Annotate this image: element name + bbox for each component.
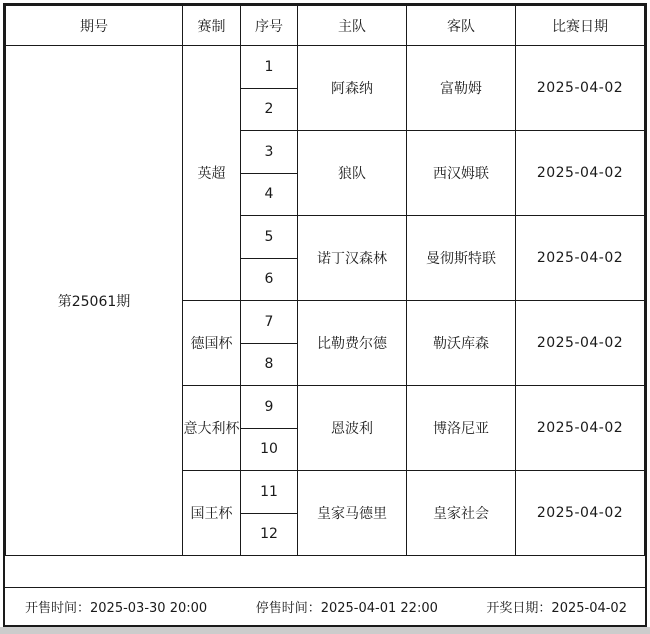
away-team-cell: 富勒姆 [407, 46, 516, 131]
footer [5, 587, 645, 625]
header-match-date: 比赛日期 [516, 6, 645, 46]
league-cell: 德国杯 [183, 301, 241, 386]
header-period: 期号 [6, 6, 183, 46]
match-date-cell: 2025-04-02 [516, 301, 645, 386]
home-team-cell: 皇家马德里 [298, 471, 407, 556]
header-away-team: 客队 [407, 6, 516, 46]
sale-end-time [256, 597, 438, 616]
away-team-cell: 西汉姆联 [407, 131, 516, 216]
header-seq: 序号 [241, 6, 298, 46]
seq-cell: 10 [241, 428, 298, 471]
seq-cell: 9 [241, 386, 298, 429]
seq-cell: 2 [241, 88, 298, 131]
seq-cell: 11 [241, 471, 298, 514]
match-date-cell: 2025-04-02 [516, 216, 645, 301]
match-date-cell: 2025-04-02 [516, 46, 645, 131]
table-row [6, 46, 645, 89]
match-date-cell: 2025-04-02 [516, 471, 645, 556]
schedule-panel [3, 3, 647, 627]
seq-cell: 7 [241, 301, 298, 344]
seq-cell: 6 [241, 258, 298, 301]
sale-start-label: 开售时间： [25, 601, 91, 616]
league-cell: 英超 [183, 46, 241, 301]
away-team-cell: 博洛尼亚 [407, 386, 516, 471]
home-team-cell: 比勒费尔德 [298, 301, 407, 386]
bottom-strip [0, 627, 650, 634]
seq-cell: 12 [241, 513, 298, 556]
period-cell: 第25061期 [6, 46, 183, 556]
sale-start-value: 2025-03-30 20:00 [90, 601, 208, 616]
league-cell: 意大利杯 [183, 386, 241, 471]
away-team-cell: 曼彻斯特联 [407, 216, 516, 301]
sale-start-time [25, 597, 207, 616]
table-footer-gap [5, 556, 645, 587]
seq-cell: 3 [241, 131, 298, 174]
draw-date-label: 开奖日期： [486, 601, 552, 616]
league-cell: 国王杯 [183, 471, 241, 556]
seq-cell: 4 [241, 173, 298, 216]
home-team-cell: 狼队 [298, 131, 407, 216]
seq-cell: 5 [241, 216, 298, 259]
draw-date-value: 2025-04-02 [551, 601, 627, 616]
header-league: 赛制 [183, 6, 241, 46]
schedule-table [5, 5, 645, 556]
sale-end-value: 2025-04-01 22:00 [320, 601, 438, 616]
match-date-cell: 2025-04-02 [516, 131, 645, 216]
home-team-cell: 阿森纳 [298, 46, 407, 131]
seq-cell: 1 [241, 46, 298, 89]
away-team-cell: 皇家社会 [407, 471, 516, 556]
match-date-cell: 2025-04-02 [516, 386, 645, 471]
home-team-cell: 恩波利 [298, 386, 407, 471]
seq-cell: 8 [241, 343, 298, 386]
sale-end-label: 停售时间： [255, 601, 321, 616]
table-header-row [6, 6, 645, 46]
away-team-cell: 勒沃库森 [407, 301, 516, 386]
draw-date [486, 597, 627, 616]
home-team-cell: 诺丁汉森林 [298, 216, 407, 301]
header-home-team: 主队 [298, 6, 407, 46]
